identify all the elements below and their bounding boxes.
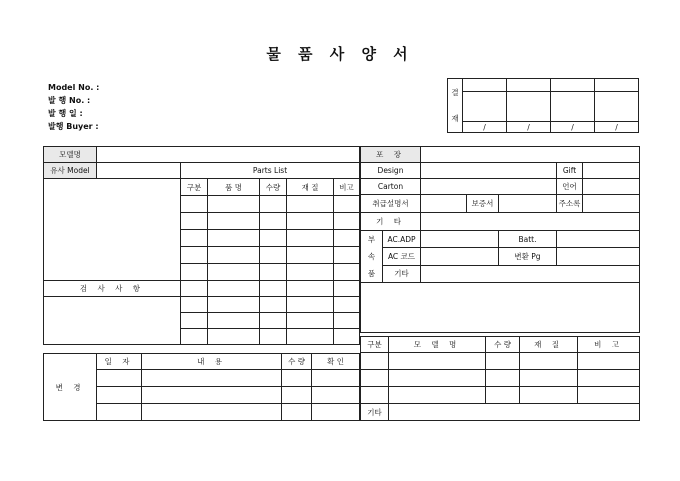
approval-date-2[interactable]: / (507, 122, 551, 133)
similar-model-label: 유사 Model (44, 163, 97, 179)
parts-cell[interactable] (181, 297, 208, 313)
component-cell[interactable] (486, 387, 520, 404)
parts-cell[interactable] (181, 230, 208, 247)
change-cell[interactable] (142, 404, 282, 421)
notes-area[interactable] (361, 283, 640, 333)
converter-field[interactable] (557, 248, 640, 265)
parts-cell[interactable] (260, 230, 287, 247)
issue-no-label: 발 행 No. : (48, 96, 91, 105)
model-name-field[interactable] (97, 147, 360, 163)
parts-cell[interactable] (260, 247, 287, 264)
left-spec-table (43, 146, 360, 345)
approval-head-3[interactable] (551, 79, 595, 92)
ac-adp-label: AC.ADP (383, 231, 421, 248)
approval-date-4[interactable]: / (595, 122, 639, 133)
parts-cell[interactable] (181, 196, 208, 213)
change-col-qty: 수 량 (282, 354, 312, 370)
similar-model-field[interactable] (97, 163, 181, 179)
component-cell[interactable] (520, 387, 578, 404)
manual-label: 취급설명서 (361, 195, 421, 213)
warranty-field[interactable] (499, 195, 557, 213)
change-label: 변 경 (44, 354, 97, 421)
parts-cell[interactable] (287, 297, 334, 313)
component-cell[interactable] (578, 370, 640, 387)
parts-cell[interactable] (334, 196, 360, 213)
parts-cell[interactable] (334, 281, 360, 297)
address-label: 주소록 (557, 195, 583, 213)
parts-cell[interactable] (260, 213, 287, 230)
change-cell[interactable] (142, 370, 282, 387)
inspection-header: 검 사 사 항 (44, 281, 181, 297)
parts-cell[interactable] (287, 213, 334, 230)
parts-cell[interactable] (208, 247, 260, 264)
language-field[interactable] (583, 179, 640, 195)
change-col-confirm: 확 인 (312, 354, 360, 370)
change-cell[interactable] (312, 387, 360, 404)
parts-cell[interactable] (208, 281, 260, 297)
parts-cell[interactable] (334, 329, 360, 345)
change-cell[interactable] (312, 370, 360, 387)
parts-col-category: 구분 (181, 179, 208, 196)
component-cell[interactable] (389, 387, 486, 404)
ac-code-label: AC 코드 (383, 248, 421, 265)
packing-label: 포 장 (361, 147, 421, 163)
approval-head-2[interactable] (507, 79, 551, 92)
change-cell[interactable] (97, 370, 142, 387)
ac-adp-field[interactable] (421, 231, 499, 248)
change-cell[interactable] (312, 404, 360, 421)
language-label: 언어 (557, 179, 583, 195)
parts-cell[interactable] (208, 297, 260, 313)
change-cell[interactable] (282, 404, 312, 421)
component-col-model: 모 델 명 (389, 337, 486, 353)
approval-sign-1[interactable] (463, 92, 507, 122)
parts-cell[interactable] (260, 313, 287, 329)
approval-head-4[interactable] (595, 79, 639, 92)
parts-cell[interactable] (287, 264, 334, 281)
warranty-label: 보증서 (467, 195, 499, 213)
change-table (43, 353, 360, 421)
parts-cell[interactable] (287, 329, 334, 345)
parts-cell[interactable] (208, 196, 260, 213)
parts-cell[interactable] (260, 281, 287, 297)
parts-cell[interactable] (208, 313, 260, 329)
change-cell[interactable] (97, 404, 142, 421)
acc-etc-label: 기타 (383, 265, 421, 282)
approval-sign-4[interactable] (595, 92, 639, 122)
parts-cell[interactable] (260, 196, 287, 213)
change-col-date: 일 자 (97, 354, 142, 370)
parts-col-name: 품 명 (208, 179, 260, 196)
model-no-label: Model No. : (48, 83, 100, 92)
parts-cell[interactable] (181, 247, 208, 264)
change-cell[interactable] (142, 387, 282, 404)
accessory-label: 부 속 품 (361, 231, 383, 283)
product-image-area[interactable] (44, 179, 181, 281)
approval-sign-3[interactable] (551, 92, 595, 122)
component-cell[interactable] (578, 387, 640, 404)
parts-cell[interactable] (287, 281, 334, 297)
approval-head-1[interactable] (463, 79, 507, 92)
carton-label: Carton (361, 179, 421, 195)
component-etc-label: 기타 (361, 404, 389, 421)
parts-cell[interactable] (208, 230, 260, 247)
change-cell[interactable] (97, 387, 142, 404)
parts-cell[interactable] (334, 247, 360, 264)
component-cell[interactable] (520, 353, 578, 370)
design-field[interactable] (421, 163, 557, 179)
component-col-note: 비 고 (578, 337, 640, 353)
document-title: 물 품 사 양 서 (266, 45, 414, 63)
change-col-content: 내 용 (142, 354, 282, 370)
parts-col-material: 재 질 (287, 179, 334, 196)
parts-cell[interactable] (181, 313, 208, 329)
batt-label: Batt. (499, 231, 557, 248)
component-cell[interactable] (486, 353, 520, 370)
parts-cell[interactable] (260, 329, 287, 345)
parts-cell[interactable] (181, 281, 208, 297)
parts-cell[interactable] (287, 247, 334, 264)
component-cell[interactable] (361, 370, 389, 387)
model-name-label: 모델명 (44, 147, 97, 163)
parts-cell[interactable] (287, 230, 334, 247)
parts-cell[interactable] (334, 230, 360, 247)
parts-cell[interactable] (334, 264, 360, 281)
component-col-material: 재 질 (520, 337, 578, 353)
approval-date-3[interactable]: / (551, 122, 595, 133)
packing-table (360, 146, 640, 333)
component-col-qty: 수 량 (486, 337, 520, 353)
converter-label: 변환 Pg (499, 248, 557, 265)
etc-label: 기 타 (361, 213, 421, 231)
parts-list-header: Parts List (181, 163, 360, 179)
batt-field[interactable] (557, 231, 640, 248)
change-cell[interactable] (282, 387, 312, 404)
design-label: Design (361, 163, 421, 179)
approval-table (447, 78, 639, 133)
address-field[interactable] (583, 195, 640, 213)
parts-cell[interactable] (334, 313, 360, 329)
component-etc-field[interactable] (389, 404, 640, 421)
parts-cell[interactable] (208, 213, 260, 230)
component-cell[interactable] (578, 353, 640, 370)
parts-cell[interactable] (208, 329, 260, 345)
parts-cell[interactable] (334, 213, 360, 230)
component-col-category: 구분 (361, 337, 389, 353)
acc-etc-field[interactable] (421, 265, 640, 282)
parts-cell[interactable] (287, 196, 334, 213)
change-cell[interactable] (282, 370, 312, 387)
parts-cell[interactable] (181, 329, 208, 345)
parts-cell[interactable] (260, 264, 287, 281)
packing-field[interactable] (421, 147, 640, 163)
gift-label: Gift (557, 163, 583, 179)
carton-field[interactable] (421, 179, 557, 195)
inspection-area[interactable] (44, 297, 181, 345)
issue-date-label: 발 행 일 : (48, 109, 83, 118)
parts-cell[interactable] (287, 313, 334, 329)
approval-date-1[interactable]: / (463, 122, 507, 133)
ac-code-field[interactable] (421, 248, 499, 265)
component-cell[interactable] (486, 370, 520, 387)
buyer-label: 발행 Buyer : (48, 122, 99, 131)
component-cell[interactable] (361, 353, 389, 370)
approval-sign-2[interactable] (507, 92, 551, 122)
component-cell[interactable] (389, 370, 486, 387)
parts-cell[interactable] (334, 297, 360, 313)
parts-cell[interactable] (181, 213, 208, 230)
component-table (360, 336, 640, 421)
parts-col-note: 비고 (334, 179, 360, 196)
approval-label: 결 재 (448, 79, 463, 133)
parts-col-qty: 수량 (260, 179, 287, 196)
gift-field[interactable] (583, 163, 640, 179)
parts-cell[interactable] (260, 297, 287, 313)
etc-field[interactable] (421, 213, 640, 231)
manual-field[interactable] (421, 195, 467, 213)
component-cell[interactable] (389, 353, 486, 370)
component-cell[interactable] (520, 370, 578, 387)
component-cell[interactable] (361, 387, 389, 404)
parts-cell[interactable] (181, 264, 208, 281)
parts-cell[interactable] (208, 264, 260, 281)
